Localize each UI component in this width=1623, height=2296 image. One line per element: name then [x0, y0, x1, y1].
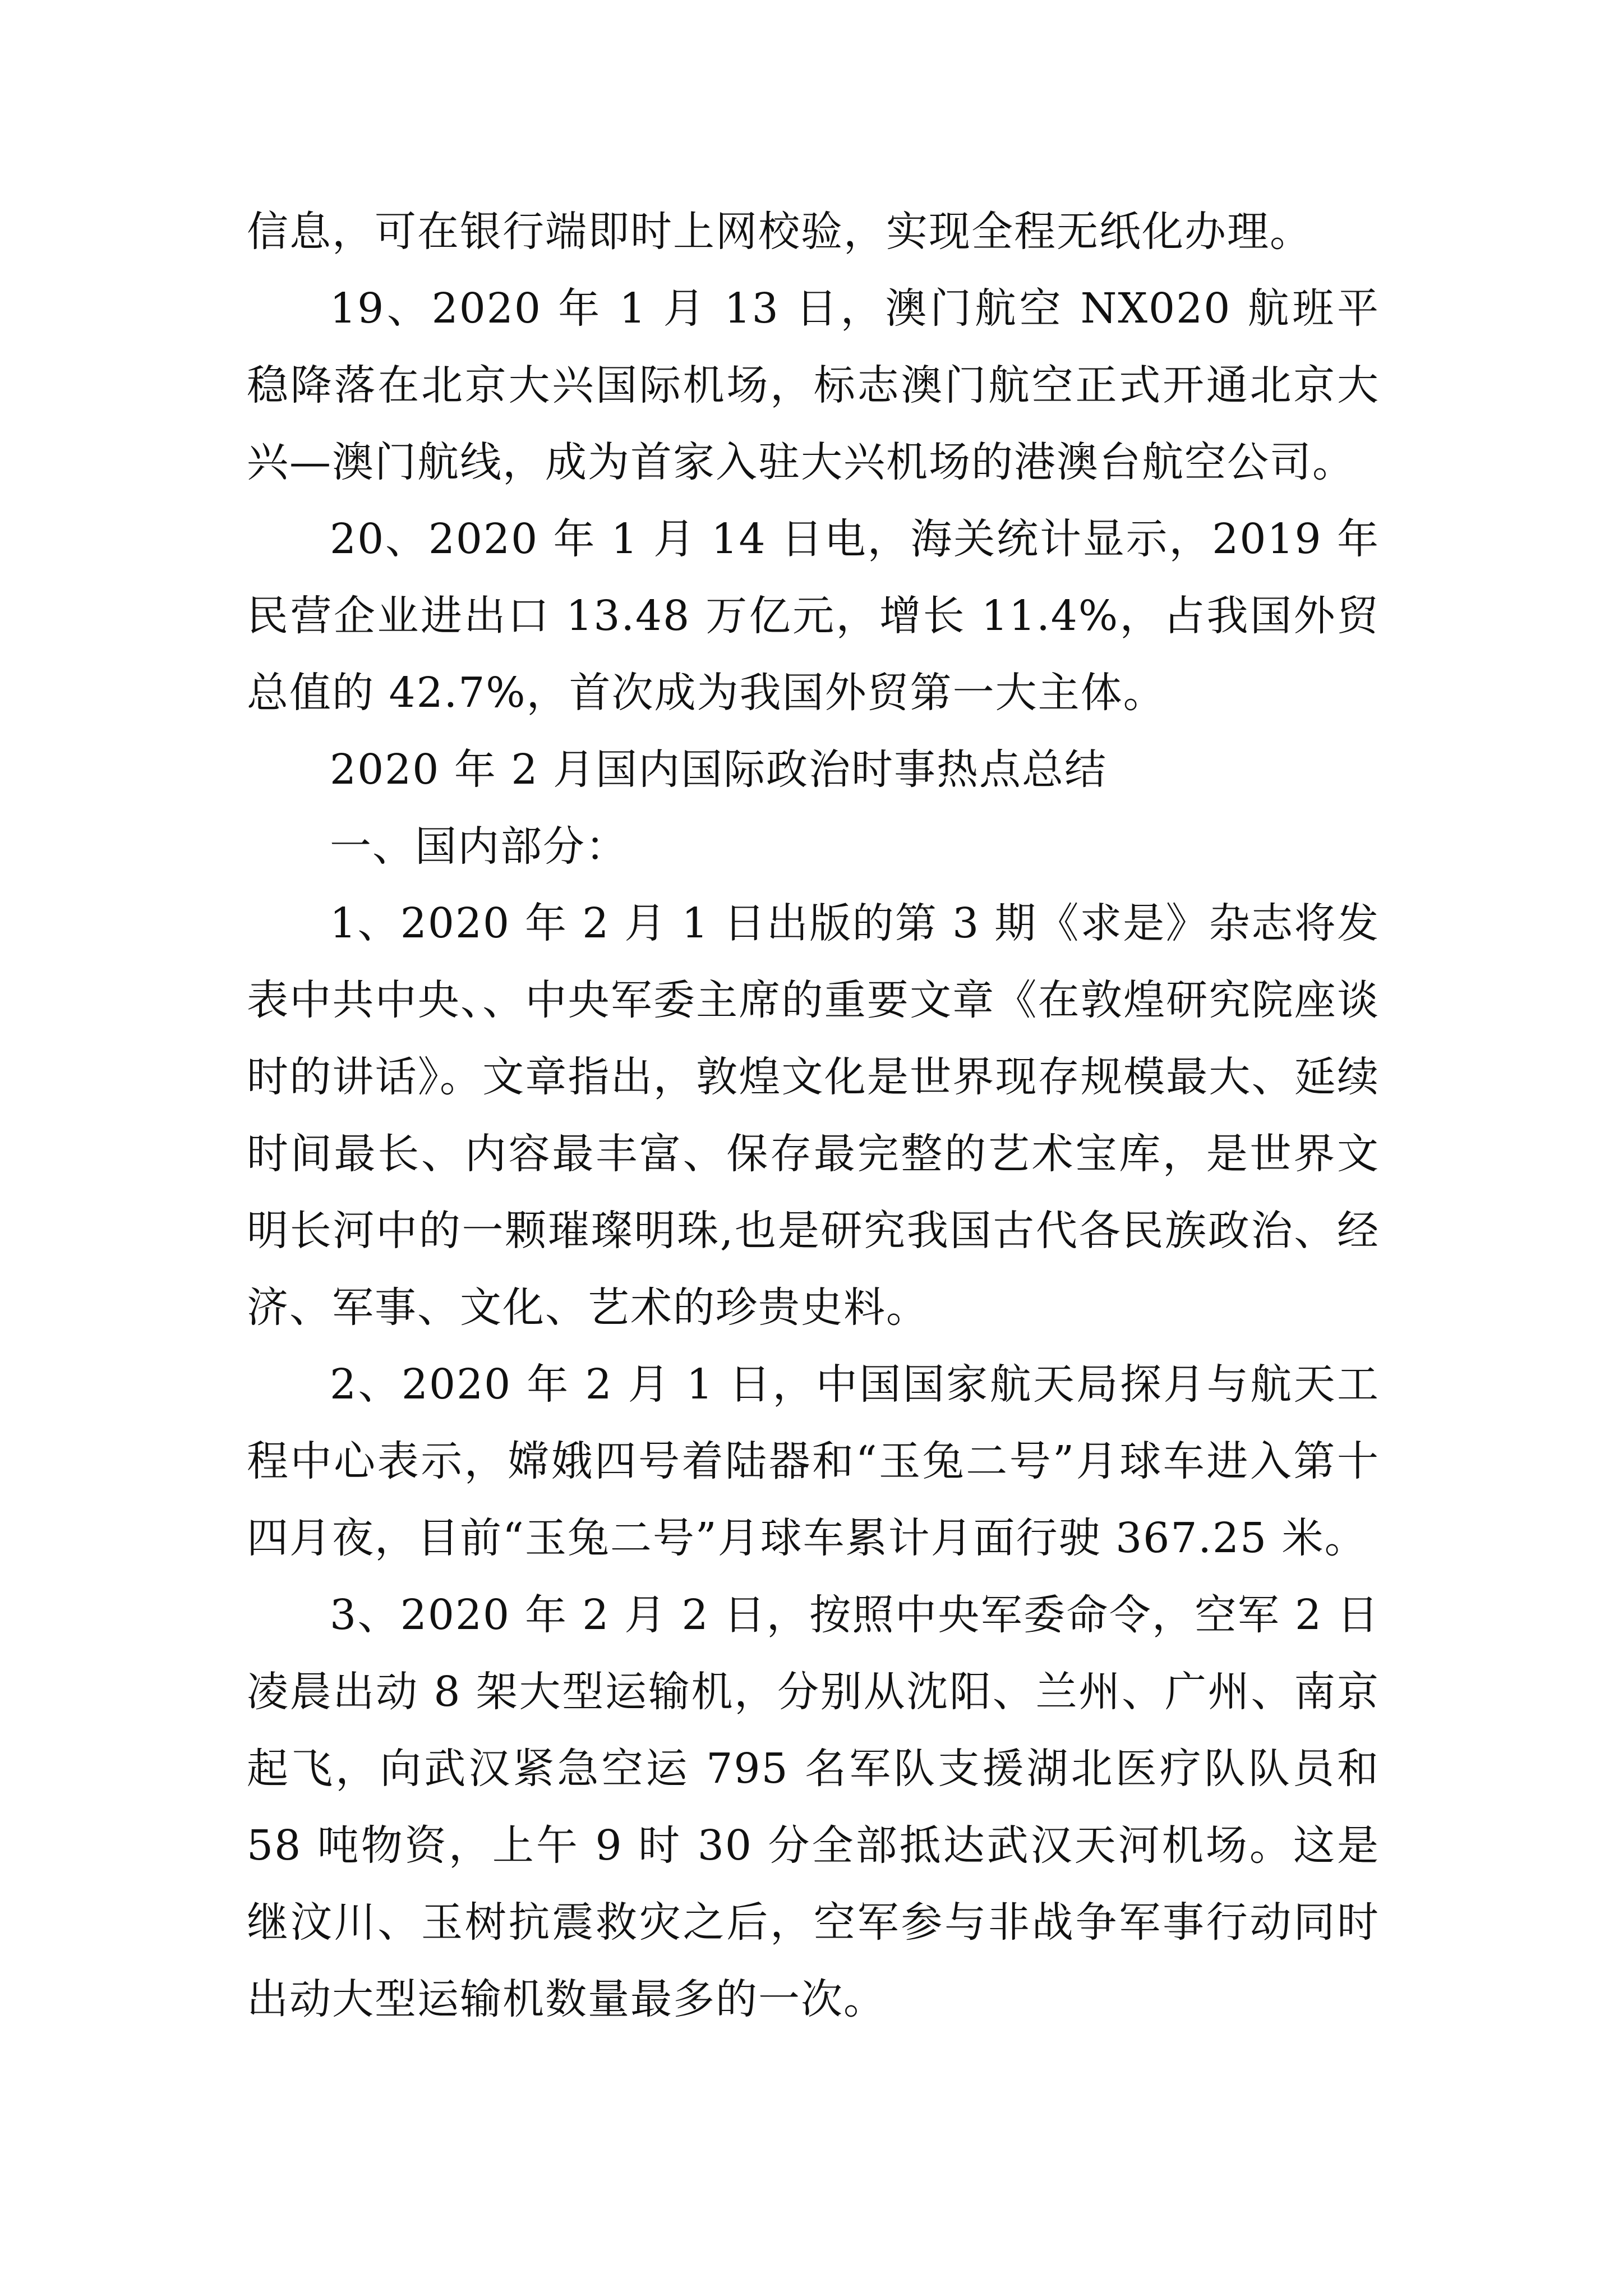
- paragraph-item-20: 20、2020 年 1 月 14 日电，海关统计显示，2019 年民营企业进出口 13.48 万亿元，增长 11.4%，占我国外贸总值的 42.7%，首次成为我国外贸第一大主体。: [247, 515, 1380, 717]
- section-heading-domestic: 一、国内部分：: [330, 822, 628, 871]
- paragraph-item-3: 3、2020 年 2 月 2 日，按照中央军委命令，空军 2 日凌晨出动 8 架大型运输机，分别从沈阳、兰州、广州、南京起飞，向武汉紧急空运 795 名军队支援湖北医疗队队员和 58 吨物资，上午 9 时 30 分全部抵达武汉天河机场。这是继汶川、玉树抗震救灾之后，空军参与非战争军事行动同时出动大型运输机数量最多的一次。: [247, 1591, 1380, 2023]
- paragraph-item-2: 2、2020 年 2 月 1 日，中国国家航天局探月与航天工程中心表示，嫦娥四号着陆器和“玉兔二号”月球车进入第十四月夜，目前“玉兔二号”月球车累计月面行驶 367.25 米。: [247, 1360, 1380, 1562]
- document-body: [247, 194, 1380, 2038]
- paragraph-item-19: 19、2020 年 1 月 13 日，澳门航空 NX020 航班平稳降落在北京大兴国际机场，标志澳门航空正式开通北京大兴—澳门航线，成为首家入驻大兴机场的港澳台航空公司。: [247, 284, 1380, 486]
- paragraph-continuation: 信息，可在银行端即时上网校验，实现全程无纸化办理。: [247, 208, 1312, 256]
- section-title: 2020 年 2 月国内国际政治时事热点总结: [330, 746, 1107, 794]
- paragraph-item-1: 1、2020 年 2 月 1 日出版的第 3 期《求是》杂志将发表中共中央、、中央军委主席的重要文章《在敦煌研究院座谈时的讲话》。文章指出，敦煌文化是世界现存规模最大、延续时间最长、内容最丰富、保存最完整的艺术宝库，是世界文明长河中的一颗璀璨明珠,也是研究我国古代各民族政治、经济、军事、文化、艺术的珍贵史料。: [247, 899, 1380, 1332]
